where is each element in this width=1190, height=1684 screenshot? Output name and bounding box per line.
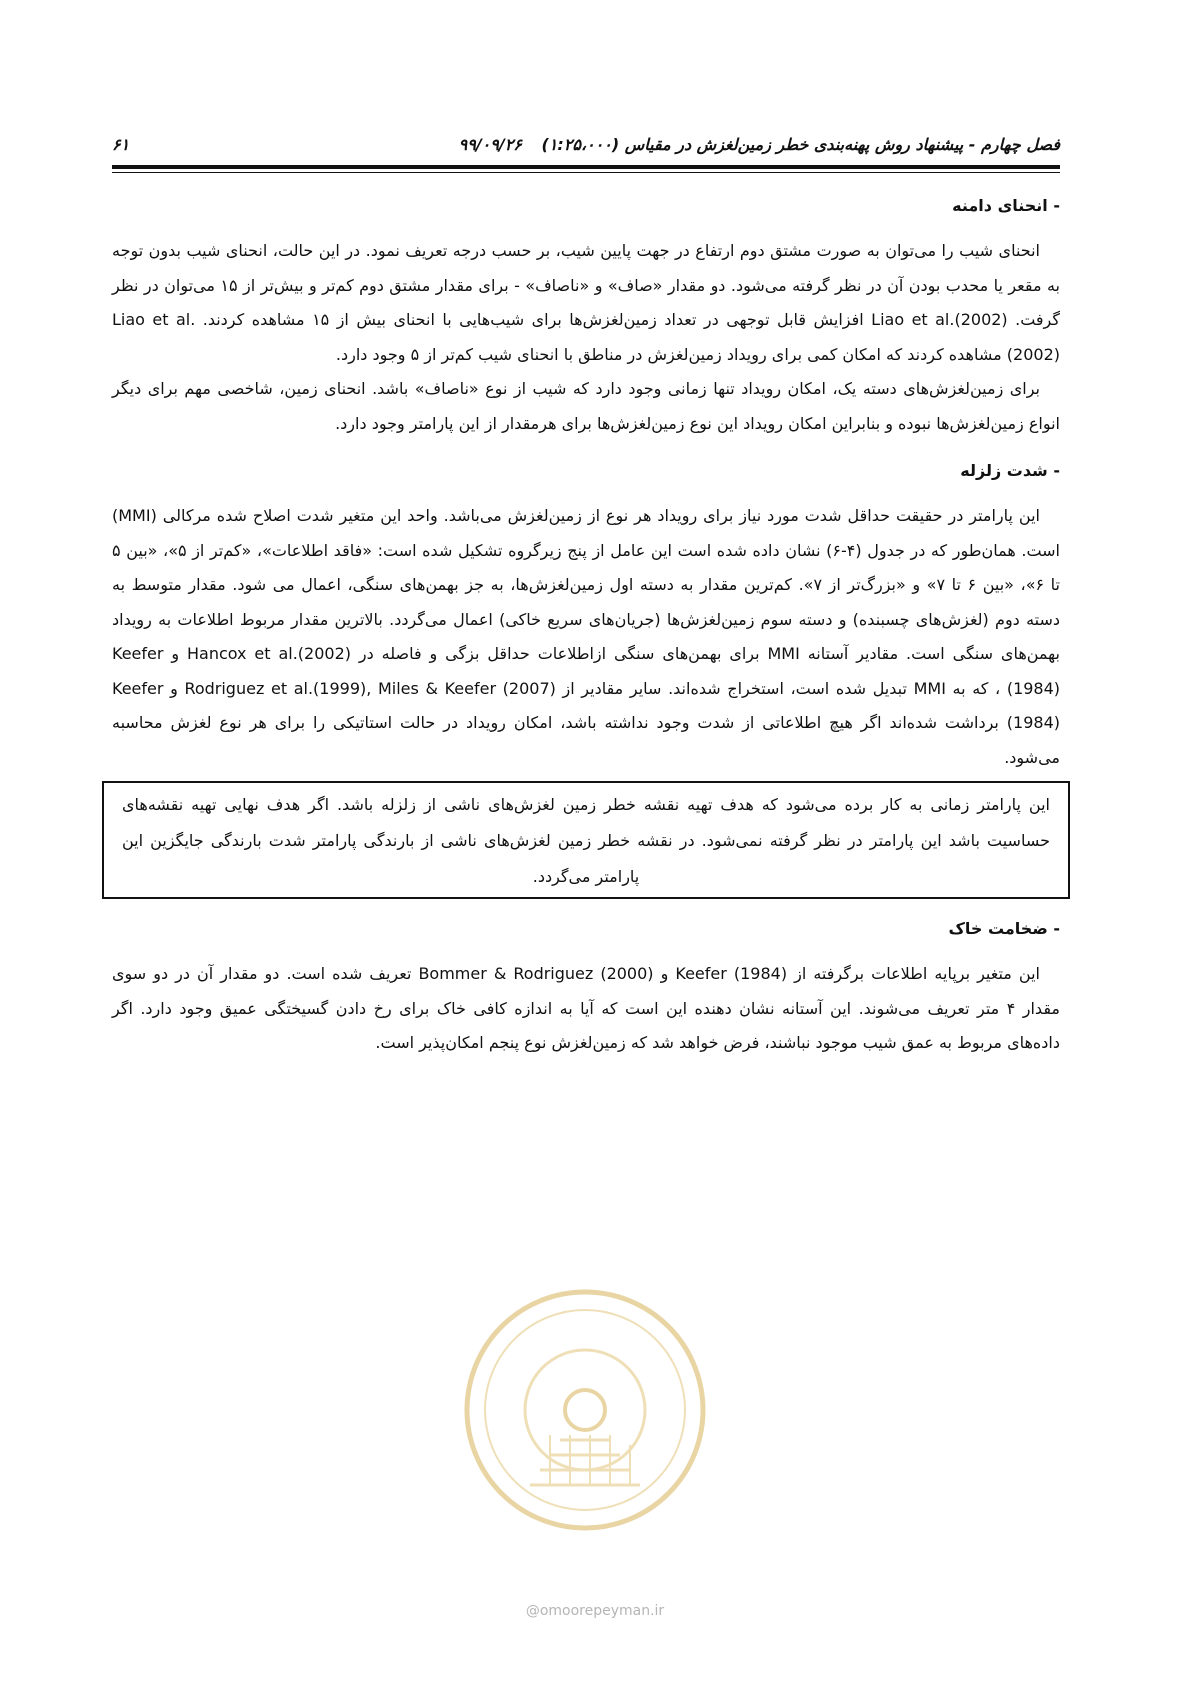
header-rule-thin	[112, 172, 1060, 173]
note-box	[102, 781, 1070, 899]
paragraph-curvature-1: انحنای شیب را می‌توان به صورت مشتق دوم ارتفاع در جهت پایین شیب، بر حسب درجه تعریف نمود. در این حالت، انحنای شیب بدون توجه به مقعر یا محدب بودن آن در نظر گرفته می‌شود. دو مقدار «صاف» و «ناصاف» - برای مقدار مشتق دوم کم‌تر و بیش‌تر از ۱۵ می‌توان در نظر گرفت. Liao et al.(2002) افزایش قابل توجهی در تعداد زمین‌لغزش‌ها برای شیب‌هایی با انحنای بیش از ۱۵ مشاهده کردند. Liao et al.(2002) مشاهده کردند که امکان کمی برای رویداد زمین‌لغزش در مناطق با انحنای شیب کم‌تر از ۵ وجود دارد.	[112, 241, 1061, 364]
chapter-title: فصل چهارم - پیشنهاد روش پهنه‌بندی خطر زمین‌لغزش در مقیاس (۱:۲۵،۰۰۰)	[541, 134, 1060, 154]
header-title-group	[459, 135, 1060, 154]
document-body	[112, 190, 1060, 1061]
watermark-seal-icon	[460, 1285, 710, 1535]
watermark-text: @omoorepeyman.ir	[525, 1603, 665, 1619]
running-header	[112, 128, 1060, 160]
page-number: ۶۱	[112, 134, 130, 154]
section-heading-curvature: - انحنای دامنه	[952, 196, 1060, 215]
header-date: ۹۹/۰۹/۲۶	[458, 134, 522, 154]
note-text: این پارامتر زمانی به کار برده می‌شود که هدف تهیه نقشه خطر زمین لغزش‌های ناشی از زلزله باشد. اگر هدف نهایی تهیه نقشه‌های حساسیت باشد این پارامتر در نظر گرفته نمی‌شود. در نقشه خطر زمین لغزش‌های ناشی از بارندگی پارامتر شدت بارندگی جایگزین این پارامتر می‌گردد.	[122, 795, 1050, 886]
paragraph-earthquake-1: این پارامتر در حقیقت حداقل شدت مورد نیاز برای رویداد هر نوع از زمین‌لغزش می‌باشد. واحد این متغیر شدت اصلاح شده مرکالی (MMI) است. همان‌طور که در جدول (۴-۶) نشان داده شده است این عامل از پنج زیرگروه تشکیل شده است: «فاقد اطلاعات»، «کم‌تر از ۵»، «بین ۵ تا ۶»، «بین ۶ تا ۷» و «بزرگ‌تر از ۷». کم‌ترین مقدار به دسته اول زمین‌لغزش‌ها، به جز بهمن‌های سنگی، اعمال می شود. مقدار متوسط به دسته دوم (لغزش‌های چسبنده) و دسته سوم زمین‌لغزش‌ها (جریان‌های سریع خاکی) اعمال می‌گردد. بالاترین مقدار مربوط اطلاعات به رویداد بهمن‌های سنگی است. مقادیر آستانه MMI برای بهمن‌های سنگی ازاطلاعات حداقل بزگی و فاصله در Hancox et al.(2002) و Keefer (1984) ، که به MMI تبدیل شده است، استخراج شده‌اند. سایر مقادیر از Rodriguez et al.(1999), Miles & Keefer (2007) و Keefer (1984) برداشت شده‌اند اگر هیچ اطلاعاتی از شدت وجود نداشته باشد، امکان رویداد در حالت استاتیکی را برای هر نوع لغزش محاسبه می‌شود.	[112, 506, 1061, 767]
section-heading-earthquake: - شدت زلزله	[960, 461, 1060, 480]
paragraph-curvature-2: برای زمین‌لغزش‌های دسته یک، امکان رویداد تنها زمانی وجود دارد که شیب از نوع «ناصاف» باشد. انحنای زمین، شاخصی مهم برای دیگر انواع زمین‌لغزش‌ها نبوده و بنابراین امکان رویداد این نوع زمین‌لغزش‌ها برای هرمقدار از این پارامتر وجود دارد.	[112, 379, 1060, 433]
section-heading-soil: - ضخامت خاک	[948, 919, 1060, 938]
paragraph-soil-1: این متغیر برپایه اطلاعات برگرفته از Keefer (1984) و Bommer & Rodriguez (2000) تعریف شده است. دو مقدار آن در دو سوی مقدار ۴ متر تعریف می‌شوند. این آستانه نشان دهنده این است که آیا به اندازه کافی خاک برای رخ دادن گسیختگی عمیق وجود دارد. اگر داده‌های مربوط به عمق شیب موجود نباشند، فرض خواهد شد که زمین‌لغزش نوع پنجم امکان‌پذیر است.	[112, 964, 1060, 1052]
header-rule-thick	[112, 165, 1060, 169]
